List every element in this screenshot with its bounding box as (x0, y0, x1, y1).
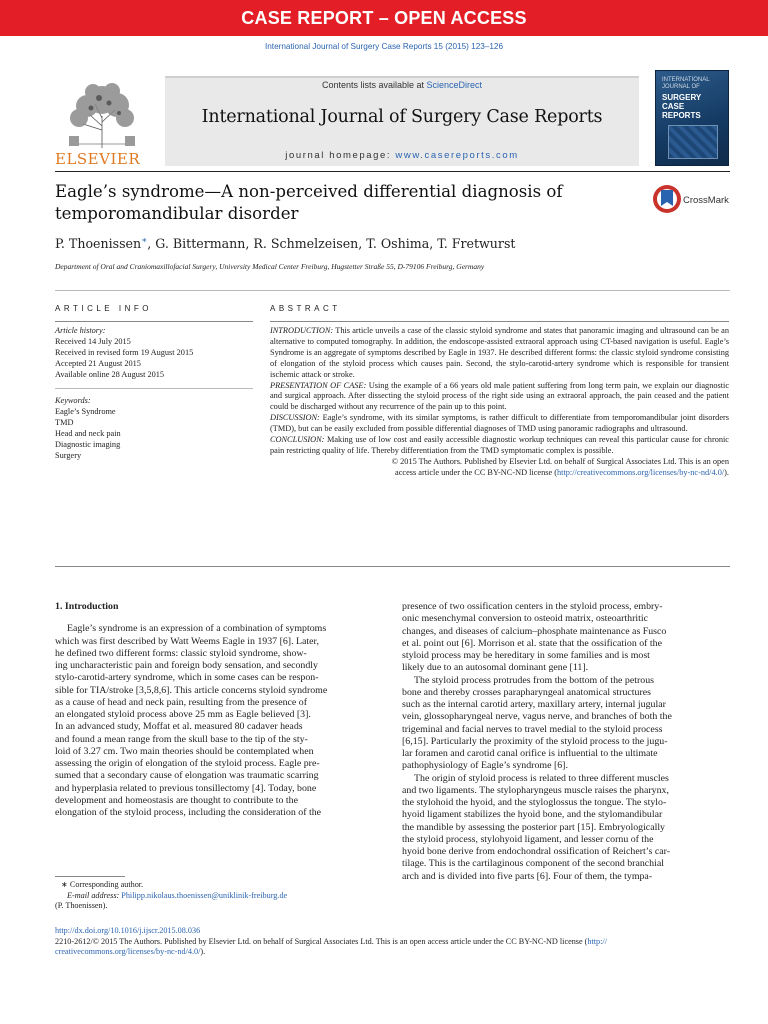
text-line: and hyperplasia related to previous tonsillectomy [4]. Today, bone (55, 782, 317, 794)
history-accepted: Accepted 21 August 2015 (55, 358, 141, 368)
conclusion-label: CONCLUSION: (270, 435, 325, 445)
journal-title: International Journal of Surgery Case Reports (201, 107, 603, 127)
text-line: tilage. This is the cartilaginous component of the second branchial (402, 858, 664, 870)
elsevier-tree-icon (55, 78, 150, 150)
text-line: vein, glossopharyngeal nerve, vagus nerve, and branches of both the (402, 711, 672, 723)
corresponding-author-mark[interactable]: ∗ (141, 236, 148, 246)
abstract-text (270, 326, 729, 479)
text-line: changes, and diseases of calcium–phosphate maintenance as Fusco (402, 625, 667, 637)
cover-line-5: REPORTS (662, 111, 701, 120)
copyright-prefix: access article under the CC BY-NC-ND license ( (395, 467, 558, 477)
license-link[interactable]: http://creativecommons.org/licenses/by-nc-nd/4.0/ (557, 467, 725, 477)
text-line: the stylohoid the hyoid, and the styloglossus the tongue. The stylo- (402, 797, 667, 808)
author-list (55, 236, 515, 251)
text-line: ing uncharacteristic pain and foreign body sensation, and secondly (55, 660, 318, 671)
article-title (55, 181, 615, 225)
presentation-label: PRESENTATION OF CASE: (270, 380, 367, 390)
text-line: arch and is divided into five parts [6]. Four of them, the tympa- (402, 870, 653, 882)
text-line: assessing the origin of elongation of the styloid process. Eagle pre- (55, 758, 320, 769)
journal-homepage (165, 150, 639, 161)
text-line: The origin of styloid process is related to three different muscles (414, 772, 669, 784)
corresponding-author-note: ∗ Corresponding author. (61, 880, 144, 889)
text-line: lar foramen and carotid canal orifice is influential to the ultimate (402, 748, 658, 759)
text-line: trigeminal and facial nerves to travel medial to the styloid process (402, 723, 663, 735)
authors-rest: , G. Bittermann, R. Schmelzeisen, T. Oshima, T. Fretwurst (147, 236, 516, 252)
open-access-banner (0, 0, 768, 36)
cover-line-4: CASE (662, 102, 685, 111)
keywords (55, 396, 121, 461)
affiliation: Department of Oral and Craniomaxillofacial Surgery, University Medical Center Freiburg, Hugstetter Straße 55, D-79106 Freiburg, Germany (55, 262, 485, 271)
text-line: hyoid ligament stabilizes the hyoid bone, and the stylomandibular (402, 809, 663, 821)
cover-line-3: SURGERY (662, 93, 702, 102)
intro-paragraph (55, 623, 379, 635)
abstract-rule (270, 321, 729, 322)
doi-license-block (55, 926, 730, 958)
text-line: which was first described by Watt Weems Eagle in 1937 [6]. Later, (55, 635, 319, 647)
discussion-text: Eagle’s syndrome, with its similar symptoms, is rather difficult to differentiate from temporomandibular joint disorders (TMD), but can be easily excluded from possible differential diagnoses of TMD using panoramic radiographs and ultrasound. (270, 413, 729, 434)
keyword-item: Surgery (55, 450, 82, 460)
homepage-link[interactable]: www.casereports.com (395, 150, 519, 161)
article-info-heading: ARTICLE INFO (55, 304, 152, 313)
intro-text: This article unveils a case of the classic styloid syndrome and states that panoramic imaging and ultrasound can be an alternative to computed tomography. In addition, the endoscope-assisted extraoral approach using CT-based navigation is useful. Eagle’s Syndrome is an aggregate of symptoms described by Eagle in 1937. He described different forms: the classic styloid syndrome consisting of elongation of the styloid process which causes pain. Second, the stylo-carotid-artery syndrome which is responsible for transient ischemic attack or stroke. (270, 326, 729, 379)
history-received: Received 14 July 2015 (55, 336, 131, 346)
text-line: elongation of the styloid process, including the consideration of the (55, 807, 322, 818)
elsevier-wordmark: ELSEVIER (55, 150, 141, 168)
article-info-rule (55, 321, 253, 322)
text-line: development and homeostasis are thought to contribute to the (55, 794, 298, 806)
abstract-presentation (270, 381, 729, 414)
homepage-prefix: journal homepage: (285, 150, 396, 161)
abstract-introduction (270, 326, 729, 381)
text-line: the mandible by assessing the posterior part [15]. Embryologically (402, 821, 665, 833)
footnote (55, 880, 379, 912)
history-rule (55, 388, 253, 389)
email-link[interactable]: Philipp.nikolaus.thoenissen@uniklinik-freiburg.de (121, 890, 288, 900)
copyright-suffix: ). (724, 467, 729, 477)
history-label: Article history: (55, 326, 106, 335)
email-owner: (P. Thoenissen). (55, 901, 108, 910)
author-first: P. Thoenissen (55, 236, 142, 252)
discussion-label: DISCUSSION: (270, 413, 320, 423)
conclusion-text: Making use of low cost and easily accessible diagnostic workup techniques can reveal this particular cause for chronic pain restricting quality of life. Thereby differentiation from the TMD symptomatic complex is possible. (270, 435, 729, 455)
text-line: Eagle’s syndrome is an expression of a combination of symptoms (67, 623, 327, 635)
contents-line (165, 80, 639, 90)
history-online: Available online 28 August 2015 (55, 369, 165, 379)
banner-title: CASE REPORT – OPEN ACCESS (241, 7, 527, 28)
sciencedirect-link[interactable]: ScienceDirect (426, 80, 483, 90)
text-line: styloid process may be hereditary in some families and is most (402, 650, 650, 661)
article-title-line-2: temporomandibular disorder (55, 204, 299, 223)
text-line: such as the internal carotid artery, maxillary artery, internal jugular (402, 699, 666, 710)
keywords-label: Keywords: (55, 396, 91, 405)
cover-line-2: JOURNAL OF (662, 84, 700, 90)
abstract-heading: ABSTRACT (270, 304, 341, 313)
text-line: In an advanced study, Moffat et al. measured 80 cadaver heads (55, 721, 303, 733)
footnote-rule (55, 876, 125, 877)
text-line: the styloid process, stylohyoid ligament, and lesser cornu of the (402, 833, 654, 845)
keyword-item: Head and neck pain (55, 428, 121, 438)
crossmark-label: CrossMark (683, 195, 729, 206)
text-line: pathophysiology of Eagle’s syndrome [6]. (402, 760, 568, 772)
text-line: loid of 3.27 cm. Two main theories should be contemplated when (55, 745, 314, 757)
copyright-line-1: © 2015 The Authors. Published by Elsevier Ltd. on behalf of Surgical Associates Ltd. This is an open (391, 456, 729, 466)
crossmark-icon (652, 184, 682, 214)
license-line (55, 937, 730, 958)
header-rule (55, 171, 730, 172)
text-line: an elongated styloid process above 25 mm as Eagle believed [3]. (55, 709, 311, 720)
cover-line-1: INTERNATIONAL (662, 77, 710, 83)
journal-cover-image[interactable] (655, 70, 729, 166)
text-line: as a cause of head and neck pain, resulting from the presence of (55, 696, 307, 708)
copyright-line (270, 457, 729, 479)
text-line: and two ligaments. The stylopharyngeus muscle raises the pharynx, (402, 784, 669, 796)
text-line: hyoid bone derive from endochondral ossification of Reichert’s car- (402, 846, 670, 857)
license-prefix: 2210-2612/© 2015 The Authors. Published by Elsevier Ltd. on behalf of Surgical Associates Ltd. This is an open access article under the CC BY-NC-ND license ( (55, 936, 588, 946)
text-line: and found a mean range from the skull base to the tip of the sty- (55, 733, 308, 745)
keyword-item: Diagnostic imaging (55, 439, 121, 449)
abstract-bottom-rule (55, 566, 730, 567)
article-title-line-1: Eagle’s syndrome—A non-perceived differential diagnosis of (55, 182, 563, 201)
elsevier-logo[interactable] (55, 78, 150, 166)
text-line: sible for TIA/stroke [3,5,8,6]. This article concerns styloid syndrome (55, 684, 328, 696)
abstract-discussion (270, 413, 729, 435)
affiliation-rule (55, 290, 730, 291)
text-line: bone and thereby crosses parapharyngeal anatomical structures (402, 686, 651, 698)
text-line: The styloid process protrudes from the bottom of the petrous (414, 674, 654, 686)
license-link-part2[interactable]: creativecommons.org/licenses/by-nc-nd/4.0/ (55, 947, 201, 956)
text-line: sumed that a secondary cause of elongation was traumatic scarring (55, 770, 319, 782)
text-line: likely due to an autosomal dominant gene [11]. (402, 662, 589, 674)
section-heading: 1. Introduction (55, 601, 119, 612)
intro-label: INTRODUCTION: (270, 326, 334, 335)
text-line: he defined two different forms: classic styloid syndrome, show- (55, 647, 307, 659)
contents-prefix: Contents lists available at (321, 80, 427, 90)
doi-link[interactable]: http://dx.doi.org/10.1016/j.ijscr.2015.08.036 (55, 926, 201, 935)
body-left-column (55, 601, 379, 819)
text-line: stylo-carotid-artery syndrome, which in some cases can be respon- (55, 672, 319, 684)
history-revised: Received in revised form 19 August 2015 (55, 347, 194, 357)
body-right-column (402, 601, 728, 883)
abstract-conclusion (270, 435, 729, 457)
email-label: E-mail address: (67, 890, 122, 900)
text-line: onic mesenchymal conversion to osteoid matrix, osteoarthritic (402, 613, 648, 625)
email-line (55, 891, 379, 902)
license-suffix: ). (200, 947, 206, 956)
text-line: et al. point out [6]. Morrison et al. state that the ossification of the (402, 637, 662, 649)
text-line: presence of two ossification centers in the styloid process, embry- (402, 601, 663, 612)
crossmark-button[interactable] (652, 184, 730, 216)
article-history (55, 326, 193, 381)
presentation-text: Using the example of a 66 years old male patient suffering from long term pain, we explain our diagnostic and surgical approach. After dissecting the styloid process of the right side using an extraoral approach, the pain ceased and the patient could be discharged without any recurrence of the pain up to this point. (270, 380, 730, 412)
keyword-item: TMD (55, 417, 74, 427)
keyword-item: Eagle’s Syndrome (55, 406, 116, 416)
journal-citation[interactable]: International Journal of Surgery Case Reports 15 (2015) 123–126 (264, 42, 504, 51)
cover-artwork (668, 125, 718, 159)
text-line: [6,15]. Particularly the proximity of the styloid process to the jugu- (402, 735, 668, 747)
license-link-part1[interactable]: http:// (587, 936, 607, 946)
